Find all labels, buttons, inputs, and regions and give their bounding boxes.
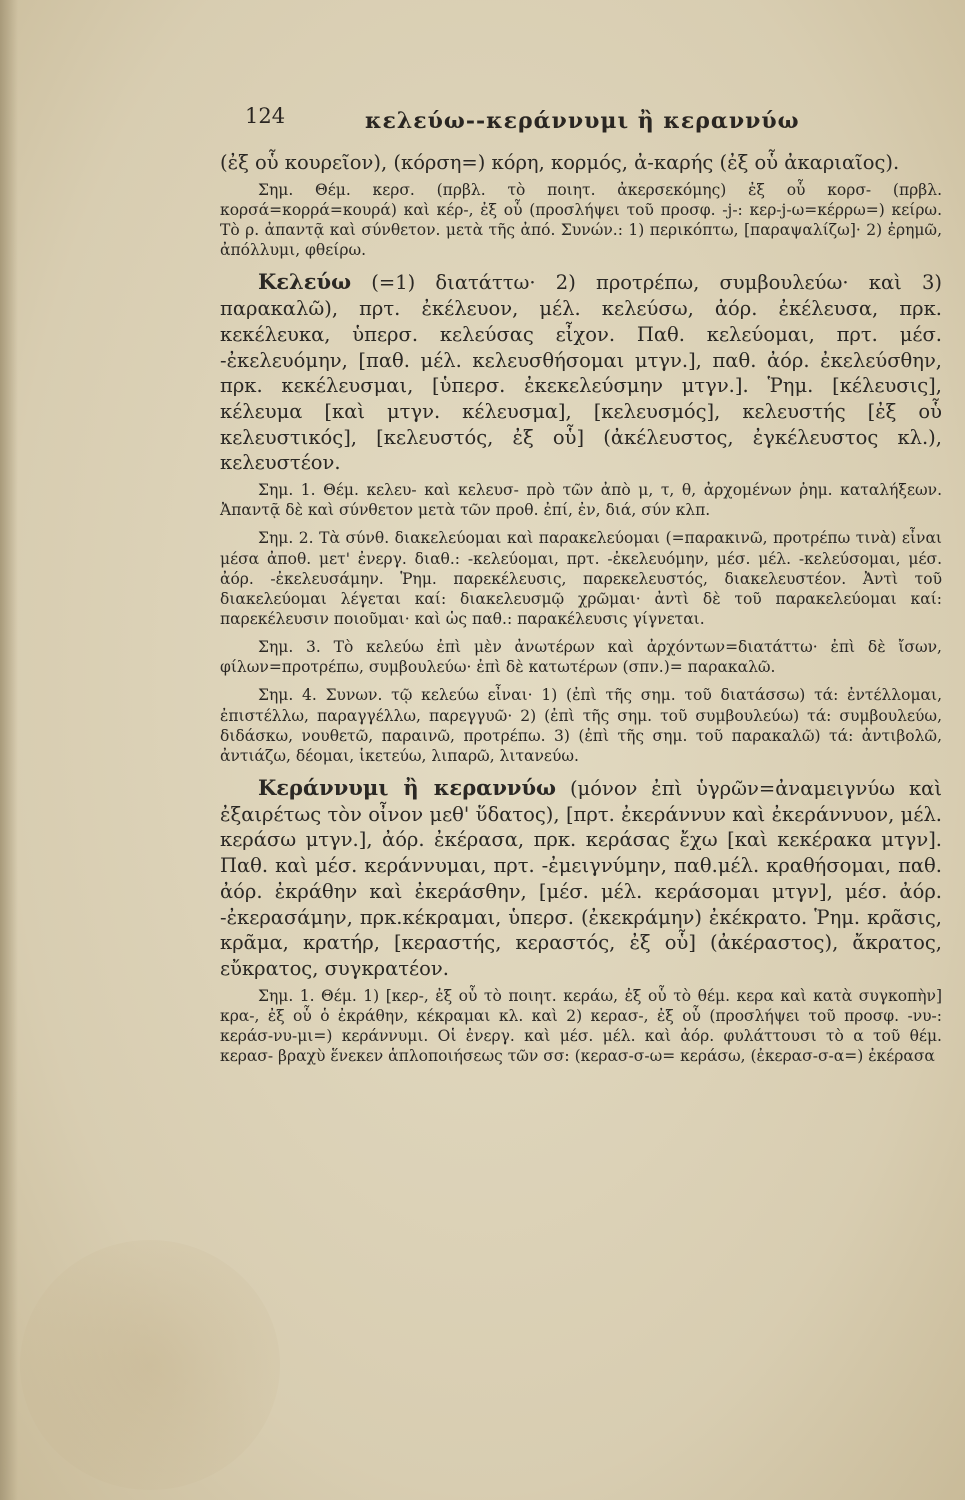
entry-text: (μόνον ἐπὶ ὑγρῶν=ἀναμειγνύω καὶ ἐξαιρέτως τὸν οἶνον μεθ' ὕδατος), [πρτ. ἐκεράννυν καὶ ἐκεράννυον, μέλ. κεράσω μτγν.], ἀόρ. ἐκέρασα, πρκ. κεράσας ἔχω [καὶ κεκέρακα μτγν]. Παθ. καὶ μέσ. κεράννυμαι, πρτ. -ἐμειγνύμην, παθ.μέλ. κραθήσομαι, παθ. ἀόρ. ἐκράθην καὶ ἐκεράσθην, [μέσ. μέλ. κεράσομαι μτγν], μέσ. ἀόρ. -ἐκερασάμην, πρκ.κέκραμαι, ὑπερσ. (ἐκεκράμην) ἐκέκρατο. Ῥημ. κρᾶσις, κρᾶμα, κρατήρ, [κεραστής, κεραστός, ἐξ οὗ] (ἀκέραστος), ἄκρατος, εὔκρατος, συγκρατέον. — [220, 777, 942, 981]
paragraph-continuation: (ἐξ οὗ κουρεῖον), (κόρση=) κόρη, κορμός, ἀ-καρής (ἐξ οὗ ἀκαριαῖος). — [220, 151, 900, 174]
running-title: κελεύω--κεράννυμι ἢ κεραννύω — [365, 108, 800, 134]
page-number: 124 — [245, 104, 286, 128]
note-paragraph: Σημ. 4. Συνων. τῷ κελεύω εἶναι· 1) (ἐπὶ τῆς σημ. τοῦ διατάσσω) τά: ἐντέλλομαι, ἐπιστέλλω, παραγγέλλω, παρεγγυῶ· 2) (ἐπὶ τῆς σημ. τοῦ συμβουλεύω) τά: συμβουλεύω, διδάσκω, νουθετῶ, παραινῶ, προτρέπω. 3) (ἐπὶ τῆς σημ. τοῦ παρακαλῶ) τά: ἀντιβολῶ, ἀντιάζω, δέομαι, ἱκετεύω, λιπαρῶ, λιτανεύω. — [220, 686, 942, 765]
lemma-headword: Κεράννυμι ἢ κεραννύω — [258, 775, 557, 800]
lemma-headword: Κελεύω — [258, 269, 352, 295]
note-paragraph: Σημ. 3. Τὸ κελεύω ἐπὶ μὲν ἀνωτέρων καὶ ἀρχόντων=διατάττω· ἐπὶ δὲ ἴσων, φίλων=προτρέπω, συμβουλεύω· ἐπὶ δὲ κατωτέρων (σπν.)= παρακαλῶ. — [220, 638, 942, 677]
note-paragraph: Σημ. Θέμ. κερσ. (πρβλ. τὸ ποιητ. ἀκερσεκόμης) ἐξ οὗ κορσ- (πρβλ. κορσά=κορρά=κουρά) καὶ κέρ-, ἐξ οὗ (προσλήψει τοῦ προσφ. -j-: κερ-j-ω=κέρρω=) κείρω. Τὸ ρ. ἀπαντᾷ καὶ σύνθετον. μετὰ τῆς ἀπό. Συνών.: 1) περικόπτω, [παραψαλίζω]· 2) ἐρημῶ, ἀπόλλυμι, φθείρω. — [220, 180, 942, 260]
entry-keleuo — [220, 268, 942, 476]
paper-stain — [20, 1240, 280, 1490]
note-paragraph: Σημ. 1. Θέμ. κελευ- καὶ κελευσ- πρὸ τῶν ἀπὸ μ, τ, θ, ἀρχομένων ῥημ. καταλήξεων. Ἀπαντᾷ δὲ καὶ σύνθετον μετὰ τῶν προθ. ἐπί, ἐν, διά, σύν κλπ. — [220, 481, 942, 520]
entry-text: (=1) διατάττω· 2) προτρέπω, συμβουλεύω· καὶ 3) παρακαλῶ), πρτ. ἐκέλευον, μέλ. κελεύσω, ἀόρ. ἐκέλευσα, πρκ. κεκέλευκα, ὑπερσ. κελεύσας εἶχον. Παθ. κελεύομαι, πρτ. μέσ. -ἐκελευόμην, [παθ. μέλ. κελευσθήσομαι μτγν.], παθ. ἀόρ. ἐκελεύσθην, πρκ. κεκέλευσμαι, [ὑπερσ. ἐκεκελεύσμην μτγν.]. Ῥημ. [κέλευσις], κέλευμα [καὶ μτγν. κέλευσμα], [κελευσμός], κελευστής [ἐξ οὗ κελευστικός], [κελευστός, ἐξ οὗ] (ἀκέλευστος, ἐγκέλευστος κλ.), κελευστέον. — [220, 271, 943, 475]
note-paragraph: Σημ. 2. Τὰ σύνθ. διακελεύομαι καὶ παρακελεύομαι (=παρακινῶ, προτρέπω τινὰ) εἶναι μέσα ἀποθ. μετ' ἐνεργ. διαθ.: -κελεύομαι, πρτ. -ἐκελευόμην, μέσ. μέλ. -κελεύσομαι, μέσ. ἀόρ. -ἐκελευσάμην. Ῥημ. παρεκέλευσις, παρεκελευστός, διακελευστέον. Ἀντὶ τοῦ διακελεύομαι λέγεται καί: διακελευσμῷ χρῶμαι· ἀντὶ δὲ τοῦ παρακελεύομαι καί: παρεκέλευσιν ποιοῦμαι· καὶ ὡς παθ.: παρακέλευσις γίγνεται. — [220, 529, 942, 629]
page-edge-shadow — [0, 0, 18, 1500]
page-body — [220, 150, 942, 1074]
note-paragraph: Σημ. 1. Θέμ. 1) [κερ-, ἐξ οὗ τὸ ποιητ. κεράω, ἐξ οὗ τὸ θέμ. κερα καὶ κατὰ συγκοπὴν] κρα-, ἐξ οὗ ὁ ἐκράθην, κέκραμαι κλ. καὶ 2) κερασ-, ἐξ οὗ (προσλήψει τοῦ προσφ. -νυ-: κεράσ-νυ-μι=) κεράννυμι. Οἱ ἐνεργ. καὶ μέσ. μέλ. καὶ ἀόρ. φυλάττουσι τὸ α τοῦ θέμ. κερασ- βραχὺ ἕνεκεν ἁπλοποιήσεως τῶν σσ: (κερασ-σ-ω= κεράσω, (ἐκερασ-σ-α=) ἐκέρασα — [220, 986, 942, 1066]
entry-kerannymi — [220, 774, 942, 982]
page-header — [245, 104, 945, 138]
